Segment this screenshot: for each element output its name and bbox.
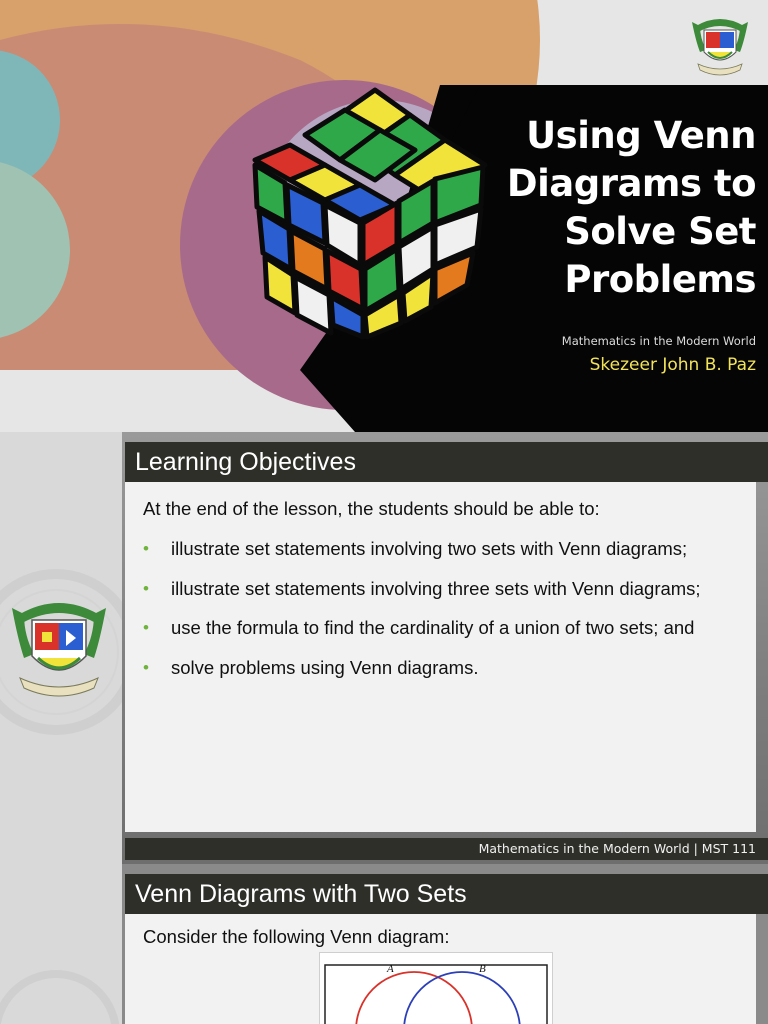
objective-text: illustrate set statements involving two sets with Venn diagrams; — [171, 538, 688, 559]
section-title: Learning Objectives — [125, 442, 768, 482]
presentation-title — [456, 112, 756, 304]
footer-course-code: Mathematics in the Modern World | MST 111 — [478, 841, 756, 856]
venn-label-b: B — [479, 963, 486, 975]
section-title: Venn Diagrams with Two Sets — [125, 874, 768, 914]
slide-footer — [125, 838, 768, 860]
title-line: Using Venn — [526, 114, 756, 157]
list-item — [143, 578, 723, 601]
objective-text: use the formula to find the cardinality of a union of two sets; and — [171, 617, 695, 638]
course-subtitle: Mathematics in the Modern World — [561, 334, 756, 348]
objectives-list — [143, 538, 723, 696]
objective-text: solve problems using Venn diagrams. — [171, 656, 479, 678]
author-name: Skezeer John B. Paz — [589, 355, 756, 375]
title-line: Diagrams to — [506, 162, 756, 205]
venn-slide — [0, 864, 768, 1024]
venn-diagram — [319, 952, 553, 1024]
title-line: Problems — [564, 258, 756, 301]
bullet-icon: • — [143, 618, 149, 637]
bullet-icon: • — [143, 539, 149, 558]
objectives-slide — [0, 432, 768, 864]
venn-intro-text: Consider the following Venn diagram: — [143, 926, 450, 947]
title-slide — [0, 0, 768, 432]
list-item — [143, 538, 723, 561]
title-line: Solve Set — [564, 210, 756, 253]
bullet-icon: • — [143, 657, 149, 677]
venn-label-a: A — [387, 963, 394, 975]
list-item — [143, 657, 723, 680]
seal-watermark — [0, 964, 122, 1024]
objective-text: illustrate set statements involving three sets with Venn diagrams; — [171, 577, 701, 599]
list-item — [143, 617, 723, 640]
objectives-intro: At the end of the lesson, the students should be able to: — [143, 498, 600, 519]
school-crest-icon — [690, 12, 750, 80]
school-crest-icon — [8, 592, 110, 704]
bullet-icon: • — [143, 578, 149, 598]
